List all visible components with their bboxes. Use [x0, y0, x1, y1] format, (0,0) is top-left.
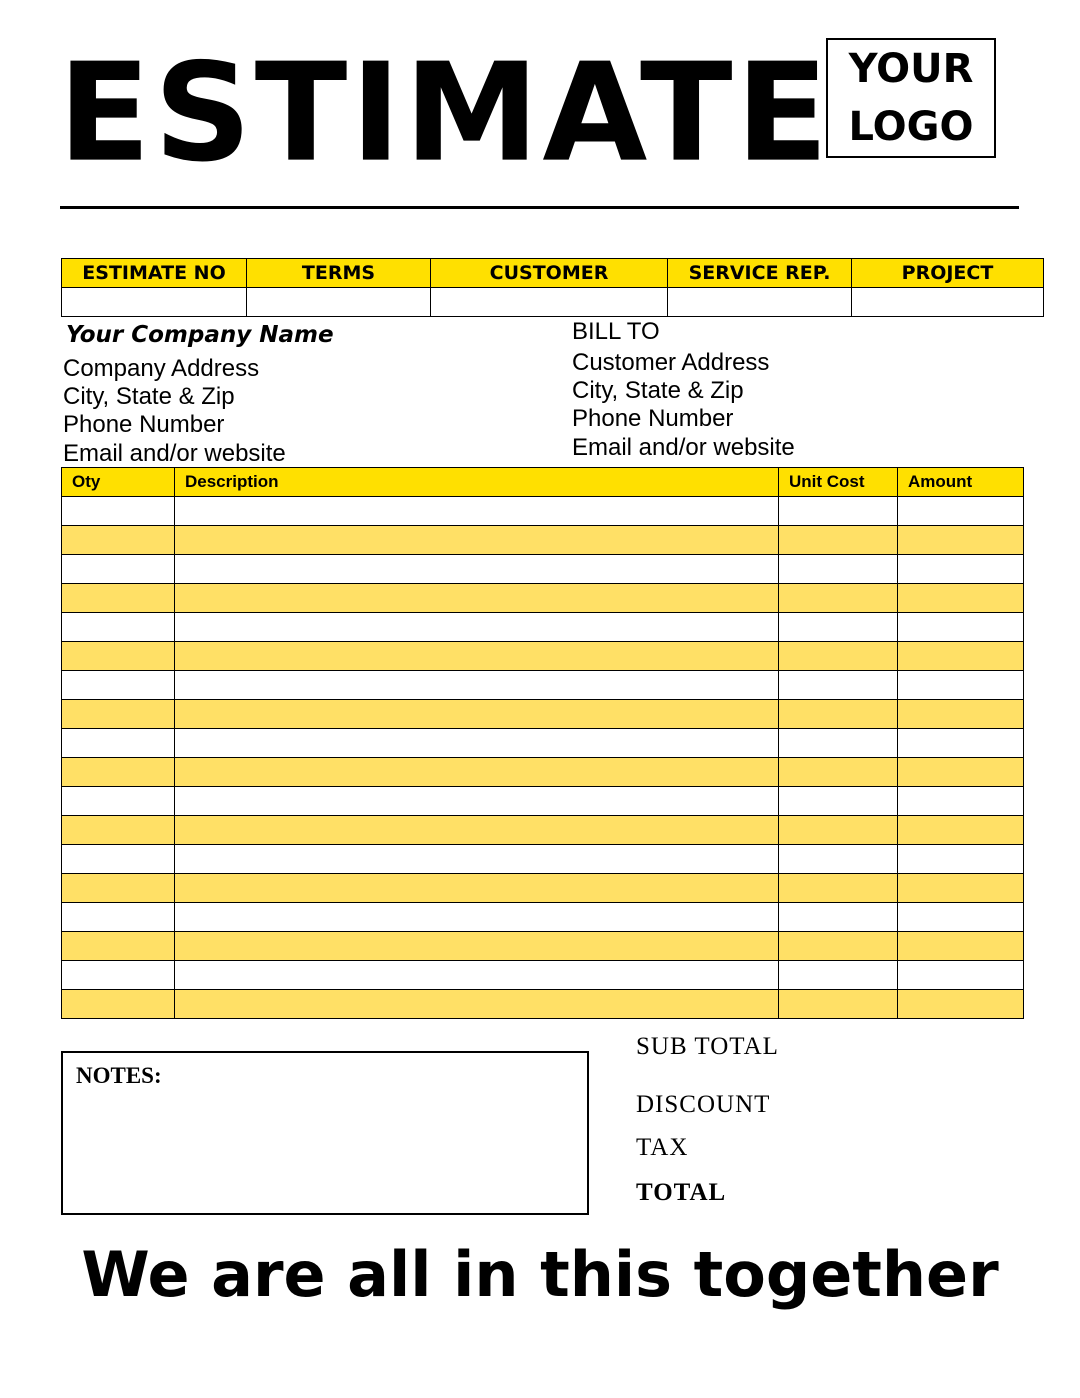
estimate-info-table — [61, 258, 1044, 317]
qty-cell[interactable] — [62, 990, 175, 1019]
table-row — [62, 845, 1024, 874]
qty-cell[interactable] — [62, 642, 175, 671]
column-header-service-rep: SERVICE REP. — [668, 259, 852, 288]
amount-cell[interactable] — [898, 874, 1024, 903]
table-row — [62, 613, 1024, 642]
amount-cell[interactable] — [898, 526, 1024, 555]
qty-cell[interactable] — [62, 584, 175, 613]
table-row — [62, 816, 1024, 845]
bill-to-address: Customer Address — [572, 349, 770, 376]
description-cell[interactable] — [175, 758, 779, 787]
amount-cell[interactable] — [898, 700, 1024, 729]
unit-cost-cell[interactable] — [779, 816, 898, 845]
description-cell[interactable] — [175, 671, 779, 700]
amount-cell[interactable] — [898, 497, 1024, 526]
table-row — [62, 526, 1024, 555]
notes-box[interactable] — [61, 1051, 589, 1215]
tax-label: TAX — [636, 1134, 689, 1161]
description-cell[interactable] — [175, 932, 779, 961]
column-header-amount: Amount — [898, 468, 1024, 497]
unit-cost-cell[interactable] — [779, 932, 898, 961]
amount-cell[interactable] — [898, 816, 1024, 845]
amount-cell[interactable] — [898, 642, 1024, 671]
total-label: TOTAL — [636, 1179, 727, 1206]
table-row — [62, 584, 1024, 613]
footer-slogan: We are all in this together — [81, 1238, 999, 1311]
amount-cell[interactable] — [898, 729, 1024, 758]
qty-cell[interactable] — [62, 700, 175, 729]
column-header-description: Description — [175, 468, 779, 497]
terms-field[interactable] — [247, 288, 431, 317]
company-city: City, State & Zip — [63, 383, 235, 410]
discount-label: DISCOUNT — [636, 1091, 771, 1118]
unit-cost-cell[interactable] — [779, 990, 898, 1019]
unit-cost-cell[interactable] — [779, 613, 898, 642]
column-header-project: PROJECT — [852, 259, 1044, 288]
qty-cell[interactable] — [62, 613, 175, 642]
table-row — [62, 729, 1024, 758]
amount-cell[interactable] — [898, 961, 1024, 990]
description-cell[interactable] — [175, 816, 779, 845]
unit-cost-cell[interactable] — [779, 555, 898, 584]
table-row — [62, 874, 1024, 903]
qty-cell[interactable] — [62, 526, 175, 555]
table-row — [62, 903, 1024, 932]
description-cell[interactable] — [175, 584, 779, 613]
title-divider — [60, 206, 1019, 209]
table-row — [62, 497, 1024, 526]
unit-cost-cell[interactable] — [779, 671, 898, 700]
amount-cell[interactable] — [898, 584, 1024, 613]
project-field[interactable] — [852, 288, 1044, 317]
unit-cost-cell[interactable] — [779, 584, 898, 613]
service-rep-field[interactable] — [668, 288, 852, 317]
logo-line-2: LOGO — [848, 104, 974, 150]
unit-cost-cell[interactable] — [779, 961, 898, 990]
table-row — [62, 961, 1024, 990]
table-row — [62, 758, 1024, 787]
qty-cell[interactable] — [62, 932, 175, 961]
unit-cost-cell[interactable] — [779, 526, 898, 555]
page-title: ESTIMATE — [58, 34, 832, 193]
qty-cell[interactable] — [62, 758, 175, 787]
qty-cell[interactable] — [62, 729, 175, 758]
description-cell[interactable] — [175, 497, 779, 526]
description-cell[interactable] — [175, 787, 779, 816]
amount-cell[interactable] — [898, 787, 1024, 816]
table-row — [62, 932, 1024, 961]
amount-cell[interactable] — [898, 555, 1024, 584]
description-cell[interactable] — [175, 961, 779, 990]
unit-cost-cell[interactable] — [779, 787, 898, 816]
unit-cost-cell[interactable] — [779, 642, 898, 671]
column-header-customer: CUSTOMER — [431, 259, 668, 288]
description-cell[interactable] — [175, 613, 779, 642]
unit-cost-cell[interactable] — [779, 729, 898, 758]
table-row — [62, 671, 1024, 700]
table-row — [62, 787, 1024, 816]
table-row — [62, 990, 1024, 1019]
unit-cost-cell[interactable] — [779, 497, 898, 526]
qty-cell[interactable] — [62, 816, 175, 845]
bill-to-label: BILL TO — [572, 318, 660, 345]
unit-cost-cell[interactable] — [779, 845, 898, 874]
description-cell[interactable] — [175, 729, 779, 758]
amount-cell[interactable] — [898, 758, 1024, 787]
description-cell[interactable] — [175, 526, 779, 555]
column-header-qty: Oty — [62, 468, 175, 497]
description-cell[interactable] — [175, 845, 779, 874]
qty-cell[interactable] — [62, 903, 175, 932]
customer-field[interactable] — [431, 288, 668, 317]
company-phone: Phone Number — [63, 411, 225, 438]
column-header-estimate-no: ESTIMATE NO — [62, 259, 247, 288]
company-email: Email and/or website — [63, 440, 286, 467]
unit-cost-cell[interactable] — [779, 700, 898, 729]
description-cell[interactable] — [175, 874, 779, 903]
description-cell[interactable] — [175, 903, 779, 932]
qty-cell[interactable] — [62, 874, 175, 903]
company-name: Your Company Name — [66, 322, 334, 348]
description-cell[interactable] — [175, 700, 779, 729]
amount-cell[interactable] — [898, 671, 1024, 700]
unit-cost-cell[interactable] — [779, 903, 898, 932]
logo-line-1: YOUR — [848, 46, 974, 92]
column-header-terms: TERMS — [247, 259, 431, 288]
amount-cell[interactable] — [898, 932, 1024, 961]
qty-cell[interactable] — [62, 555, 175, 584]
qty-cell[interactable] — [62, 671, 175, 700]
description-cell[interactable] — [175, 555, 779, 584]
table-row — [62, 555, 1024, 584]
qty-cell[interactable] — [62, 845, 175, 874]
amount-cell[interactable] — [898, 613, 1024, 642]
description-cell[interactable] — [175, 642, 779, 671]
subtotal-label: SUB TOTAL — [636, 1033, 779, 1060]
bill-to-phone: Phone Number — [572, 405, 734, 432]
logo-placeholder — [826, 38, 996, 158]
qty-cell[interactable] — [62, 497, 175, 526]
line-items-table — [61, 467, 1024, 1019]
bill-to-email: Email and/or website — [572, 434, 795, 461]
description-cell[interactable] — [175, 990, 779, 1019]
table-row — [62, 700, 1024, 729]
company-address: Company Address — [63, 355, 260, 382]
amount-cell[interactable] — [898, 903, 1024, 932]
amount-cell[interactable] — [898, 990, 1024, 1019]
estimate-no-field[interactable] — [62, 288, 247, 317]
bill-to-city: City, State & Zip — [572, 377, 744, 404]
table-row — [62, 642, 1024, 671]
qty-cell[interactable] — [62, 787, 175, 816]
unit-cost-cell[interactable] — [779, 758, 898, 787]
amount-cell[interactable] — [898, 845, 1024, 874]
qty-cell[interactable] — [62, 961, 175, 990]
notes-label: NOTES: — [76, 1063, 162, 1088]
unit-cost-cell[interactable] — [779, 874, 898, 903]
column-header-unit-cost: Unit Cost — [779, 468, 898, 497]
